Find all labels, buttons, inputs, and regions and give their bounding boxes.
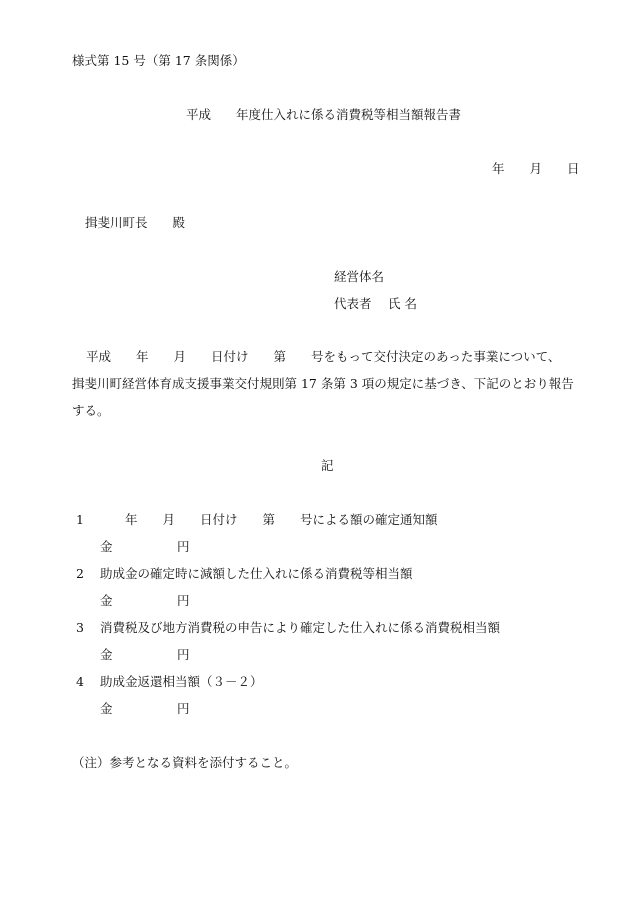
item-text: 助成金の確定時に減額した仕入れに係る消費税等相当額 bbox=[100, 566, 413, 581]
item-number: 4 bbox=[76, 674, 84, 689]
yen-label: 円 bbox=[177, 647, 190, 662]
sender-representative: 代表者 氏 名 bbox=[334, 296, 417, 311]
form-number: 様式第 15 号（第 17 条関係） bbox=[72, 53, 245, 68]
item-number: 3 bbox=[76, 620, 84, 635]
body-line-1: 平成 年 月 日付け 第 号をもって交付決定のあった事業について、 bbox=[86, 349, 561, 364]
body-line-3: する。 bbox=[72, 403, 110, 418]
yen-label: 円 bbox=[177, 539, 190, 554]
amount-label: 金 bbox=[100, 593, 113, 608]
sender-business-name: 経営体名 bbox=[334, 269, 385, 284]
item-number: 1 bbox=[76, 512, 84, 527]
amount-label: 金 bbox=[100, 647, 113, 662]
amount-label: 金 bbox=[100, 701, 113, 716]
yen-label: 円 bbox=[177, 593, 190, 608]
yen-label: 円 bbox=[177, 701, 190, 716]
item-number: 2 bbox=[76, 566, 84, 581]
amount-label: 金 bbox=[100, 539, 113, 554]
item-text: 年 月 日付け 第 号による額の確定通知額 bbox=[100, 512, 438, 527]
addressee: 揖斐川町長 殿 bbox=[85, 215, 186, 230]
document-title: 平成 年度仕入れに係る消費税等相当額報告書 bbox=[186, 107, 462, 122]
date-line: 年 月 日 bbox=[492, 161, 580, 176]
note: （注）参考となる資料を添付すること。 bbox=[72, 755, 298, 770]
body-line-2: 揖斐川町経営体育成支援事業交付規則第 17 条第 3 項の規定に基づき、下記のとおり報告 bbox=[72, 376, 574, 391]
ki-heading: 記 bbox=[321, 458, 334, 473]
item-text: 消費税及び地方消費税の申告により確定した仕入れに係る消費税相当額 bbox=[100, 620, 501, 635]
item-text: 助成金返還相当額（３－２） bbox=[100, 674, 263, 689]
